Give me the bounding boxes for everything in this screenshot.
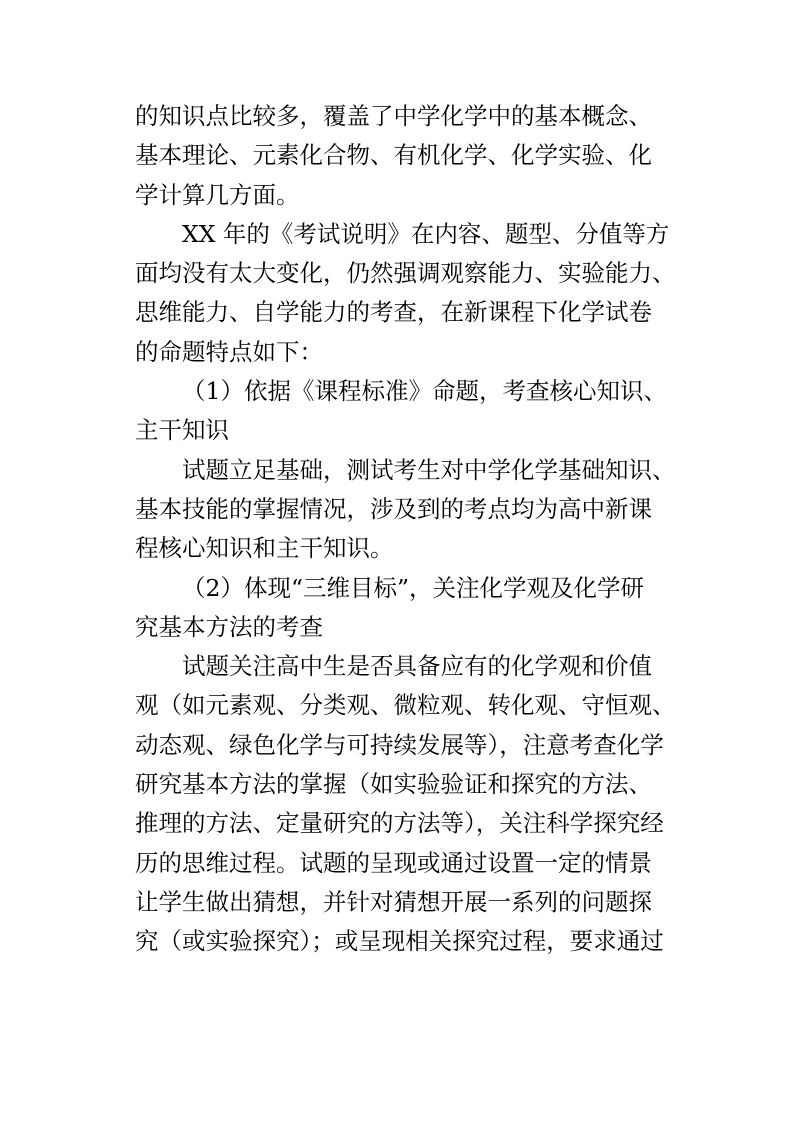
text-line: 历的思维过程。试题的呈现或通过设置一定的情景 [135,848,652,877]
text-line: 基本技能的掌握情况，涉及到的考点均为高中新课 [135,494,652,523]
text-line: 思维能力、自学能力的考查，在新课程下化学试卷 [135,298,652,327]
text-line: 试题立足基础，测试考生对中学化学基础知识、 [182,455,676,484]
text-line: 动态观、绿色化学与可持续发展等），注意考查化学 [135,730,664,759]
text-line: 让学生做出猜想，并针对猜想开展一系列的问题探 [135,887,652,916]
text-line: 基本理论、元素化合物、有机化学、化学实验、化 [135,141,652,170]
text-line: 的命题特点如下： [135,337,323,366]
text-line: 的知识点比较多，覆盖了中学化学中的基本概念、 [135,102,652,130]
text-line: 面均没有太大变化，仍然强调观察能力、实验能力、 [135,259,676,288]
text-line: 研究基本方法的掌握（如实验验证和探究的方法、 [135,770,652,799]
text-line: 究（或实验探究）；或呈现相关探究过程，要求通过 [135,927,664,956]
text-line: 推理的方法、定量研究的方法等），关注科学探究经 [135,809,664,838]
text-line: （2）体现“三维目标”，关注化学观及化学研 [182,573,644,602]
text-line: （1）依据《课程标准》命题，考查核心知识、 [182,377,667,406]
text-line: XX 年的《考试说明》在内容、题型、分值等方 [182,219,670,248]
text-line: 观（如元素观、分类观、微粒观、转化观、守恒观、 [135,691,676,720]
text-line: 学计算几方面。 [135,180,300,209]
body-text [135,97,675,962]
text-line: 究基本方法的考查 [135,612,323,641]
text-line: 程核心知识和主干知识。 [135,534,394,563]
text-line: 试题关注高中生是否具备应有的化学观和价值 [182,652,652,681]
text-line: 主干知识 [135,416,229,445]
